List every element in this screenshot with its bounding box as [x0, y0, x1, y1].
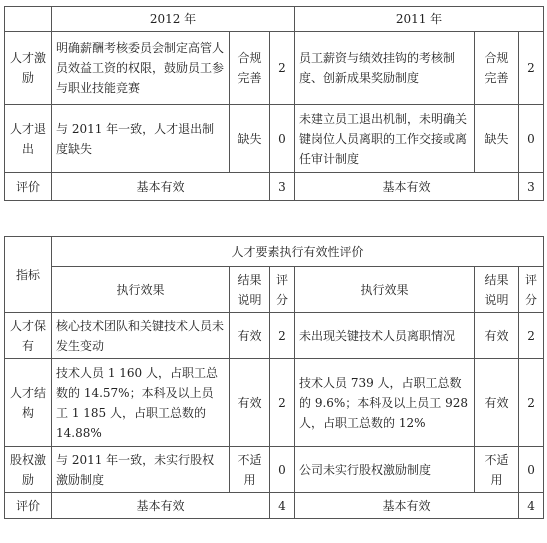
cell-score-a: 0 — [270, 447, 295, 493]
cell-score-2011: 2 — [519, 32, 544, 105]
table-title: 人才要素执行有效性评价 — [52, 237, 544, 267]
eval-label: 评价 — [5, 493, 52, 519]
eval-score-b: 4 — [519, 493, 544, 519]
indicator-header: 指标 — [5, 237, 52, 313]
table-row — [5, 313, 544, 359]
cell-text-2011: 未建立员工退出机制，未明确关键岗位人员离职的工作交接或离任审计制度 — [295, 105, 475, 173]
cell-status-2012: 合规完善 — [230, 32, 270, 105]
col-score-a: 评分 — [270, 267, 295, 313]
col-effect-b: 执行效果 — [295, 267, 475, 313]
cell-score-a: 2 — [270, 359, 295, 447]
cell-score-b: 2 — [519, 313, 544, 359]
cell-result-b: 不适用 — [475, 447, 519, 493]
eval-row — [5, 173, 544, 201]
cell-score-2012: 2 — [270, 32, 295, 105]
talent-effectiveness-table — [4, 236, 544, 519]
cell-text-a: 技术人员 1 160 人，占职工总数的 14.57%；本科及以上员工 1 185 人，占职工总数的14.88% — [52, 359, 230, 447]
cell-status-2012: 缺失 — [230, 105, 270, 173]
eval-row — [5, 493, 544, 519]
eval-b: 基本有效 — [295, 493, 519, 519]
cell-score-b: 0 — [519, 447, 544, 493]
cell-text-b: 未出现关键技术人员离职情况 — [295, 313, 475, 359]
row-label: 股权激励 — [5, 447, 52, 493]
cell-status-2011: 合规完善 — [475, 32, 519, 105]
cell-result-b: 有效 — [475, 313, 519, 359]
cell-text-2011: 员工薪资与绩效挂钩的考核制度、创新成果奖励制度 — [295, 32, 475, 105]
header-blank — [5, 7, 52, 32]
cell-score-2011: 0 — [519, 105, 544, 173]
cell-result-a: 有效 — [230, 313, 270, 359]
col-result-b: 结果说明 — [475, 267, 519, 313]
cell-text-b: 公司未实行股权激励制度 — [295, 447, 475, 493]
col-result-a: 结果说明 — [230, 267, 270, 313]
row-label: 人才激励 — [5, 32, 52, 105]
eval-score-2012: 3 — [270, 173, 295, 201]
row-label: 人才结构 — [5, 359, 52, 447]
eval-score-2011: 3 — [519, 173, 544, 201]
cell-result-b: 有效 — [475, 359, 519, 447]
col-effect-a: 执行效果 — [52, 267, 230, 313]
table-row — [5, 359, 544, 447]
cell-text-b: 技术人员 739 人，占职工总数的 9.6%；本科及以上员工 928 人，占职工总数的 12% — [295, 359, 475, 447]
table-row — [5, 105, 544, 173]
cell-score-2012: 0 — [270, 105, 295, 173]
cell-score-b: 2 — [519, 359, 544, 447]
table-row — [5, 32, 544, 105]
cell-result-a: 不适用 — [230, 447, 270, 493]
cell-text-a: 与 2011 年一致，未实行股权激励制度 — [52, 447, 230, 493]
year-2012-header: 2012 年 — [52, 7, 295, 32]
cell-text-2012: 与 2011 年一致，人才退出制度缺失 — [52, 105, 230, 173]
cell-text-2012: 明确薪酬考核委员会制定高管人员效益工资的权限，鼓励员工参与职业技能竞赛 — [52, 32, 230, 105]
row-label: 人才退出 — [5, 105, 52, 173]
talent-incentive-table — [4, 6, 544, 201]
eval-2011: 基本有效 — [295, 173, 519, 201]
eval-label: 评价 — [5, 173, 52, 201]
eval-score-a: 4 — [270, 493, 295, 519]
eval-a: 基本有效 — [52, 493, 270, 519]
eval-2012: 基本有效 — [52, 173, 270, 201]
col-score-b: 评分 — [519, 267, 544, 313]
year-2011-header: 2011 年 — [295, 7, 544, 32]
table-row — [5, 447, 544, 493]
cell-status-2011: 缺失 — [475, 105, 519, 173]
row-label: 人才保有 — [5, 313, 52, 359]
cell-text-a: 核心技术团队和关键技术人员未发生变动 — [52, 313, 230, 359]
cell-score-a: 2 — [270, 313, 295, 359]
cell-result-a: 有效 — [230, 359, 270, 447]
